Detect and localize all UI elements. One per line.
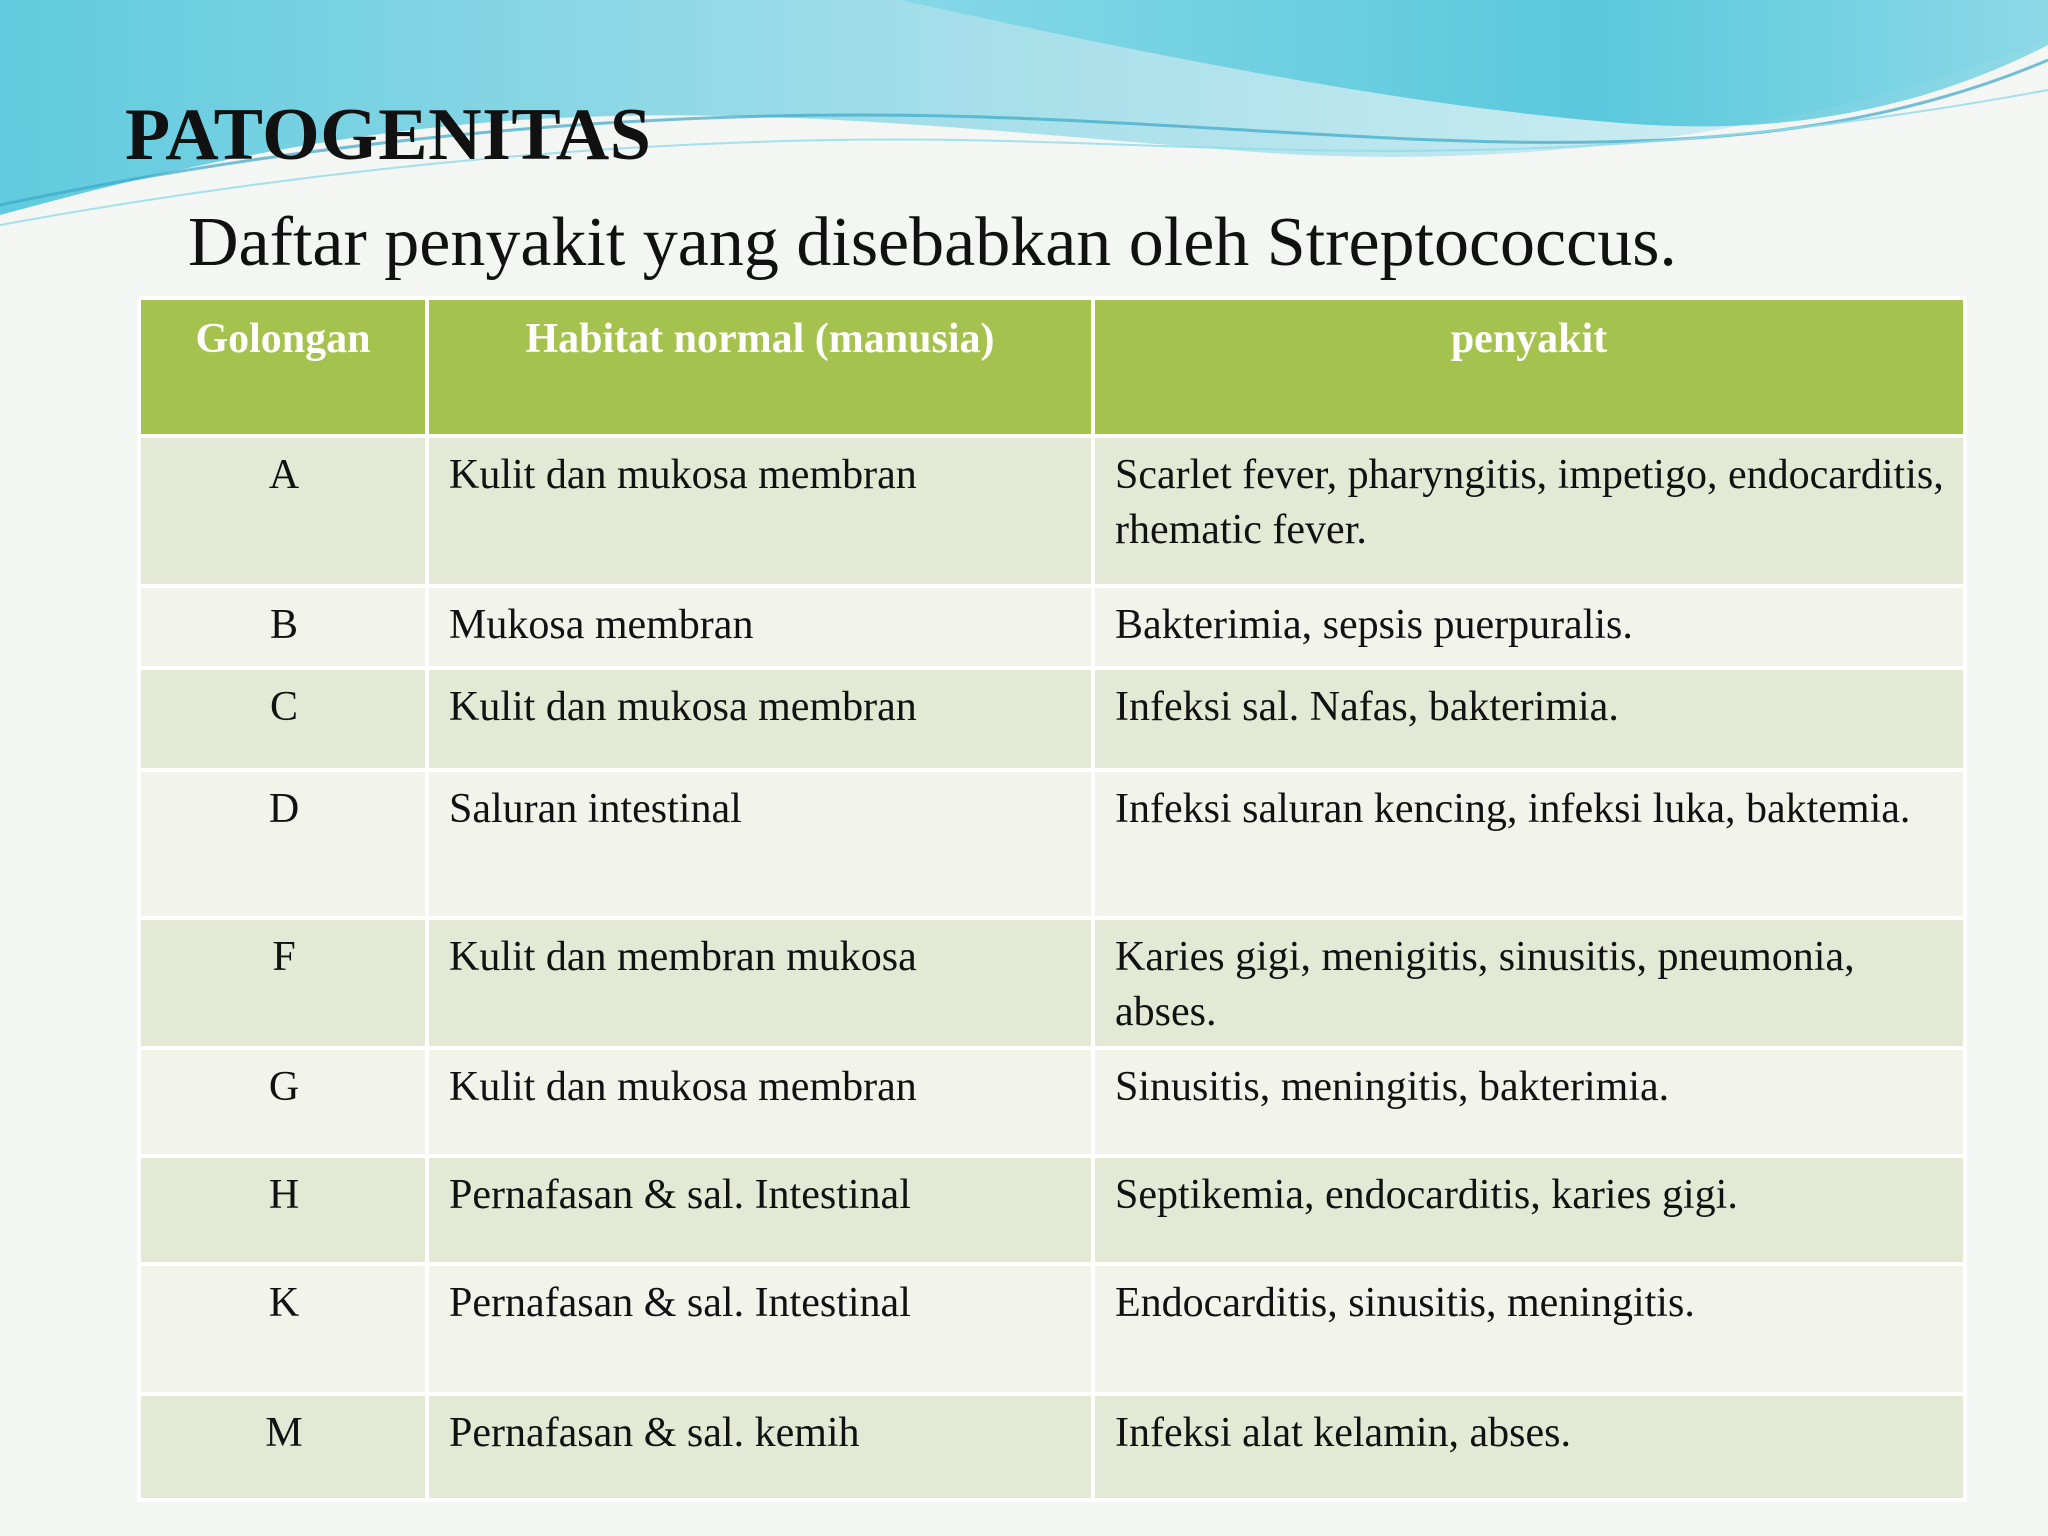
header-penyakit: penyakit [1093,298,1965,436]
cell-penyakit: Infeksi alat kelamin, abses. [1093,1394,1965,1500]
cell-habitat: Pernafasan & sal. kemih [427,1394,1093,1500]
cell-golongan: H [139,1156,427,1264]
table-row [139,1048,1965,1156]
cell-golongan: B [139,586,427,668]
cell-habitat: Kulit dan mukosa membran [427,436,1093,586]
cell-golongan: D [139,770,427,918]
cell-penyakit: Septikemia, endocarditis, karies gigi. [1093,1156,1965,1264]
cell-penyakit: Scarlet fever, pharyngitis, impetigo, endocarditis, rhematic fever. [1093,436,1965,586]
header-golongan: Golongan [139,298,427,436]
cell-golongan: F [139,918,427,1048]
cell-golongan: G [139,1048,427,1156]
cell-penyakit: Infeksi sal. Nafas, bakterimia. [1093,668,1965,770]
cell-habitat: Mukosa membran [427,586,1093,668]
cell-penyakit: Sinusitis, meningitis, bakterimia. [1093,1048,1965,1156]
table-row [139,1394,1965,1500]
slide-subtitle: Daftar penyakit yang disebabkan oleh Streptococcus. [188,204,1677,281]
table-header-row [139,298,1965,436]
table-row [139,668,1965,770]
cell-habitat: Kulit dan mukosa membran [427,668,1093,770]
cell-habitat: Saluran intestinal [427,770,1093,918]
cell-habitat: Kulit dan membran mukosa [427,918,1093,1048]
table-row [139,436,1965,586]
table-row [139,918,1965,1048]
header-habitat: Habitat normal (manusia) [427,298,1093,436]
cell-penyakit: Endocarditis, sinusitis, meningitis. [1093,1264,1965,1394]
cell-habitat: Pernafasan & sal. Intestinal [427,1156,1093,1264]
cell-golongan: K [139,1264,427,1394]
cell-habitat: Kulit dan mukosa membran [427,1048,1093,1156]
cell-penyakit: Infeksi saluran kencing, infeksi luka, baktemia. [1093,770,1965,918]
table-row [139,1156,1965,1264]
cell-golongan: A [139,436,427,586]
table-row [139,586,1965,668]
cell-golongan: M [139,1394,427,1500]
cell-penyakit: Karies gigi, menigitis, sinusitis, pneumonia, abses. [1093,918,1965,1048]
table-row [139,1264,1965,1394]
cell-habitat: Pernafasan & sal. Intestinal [427,1264,1093,1394]
cell-golongan: C [139,668,427,770]
table-row [139,770,1965,918]
cell-penyakit: Bakterimia, sepsis puerpuralis. [1093,586,1965,668]
slide-title: PATOGENITAS [125,94,652,176]
streptococcus-disease-table [137,296,1967,1502]
